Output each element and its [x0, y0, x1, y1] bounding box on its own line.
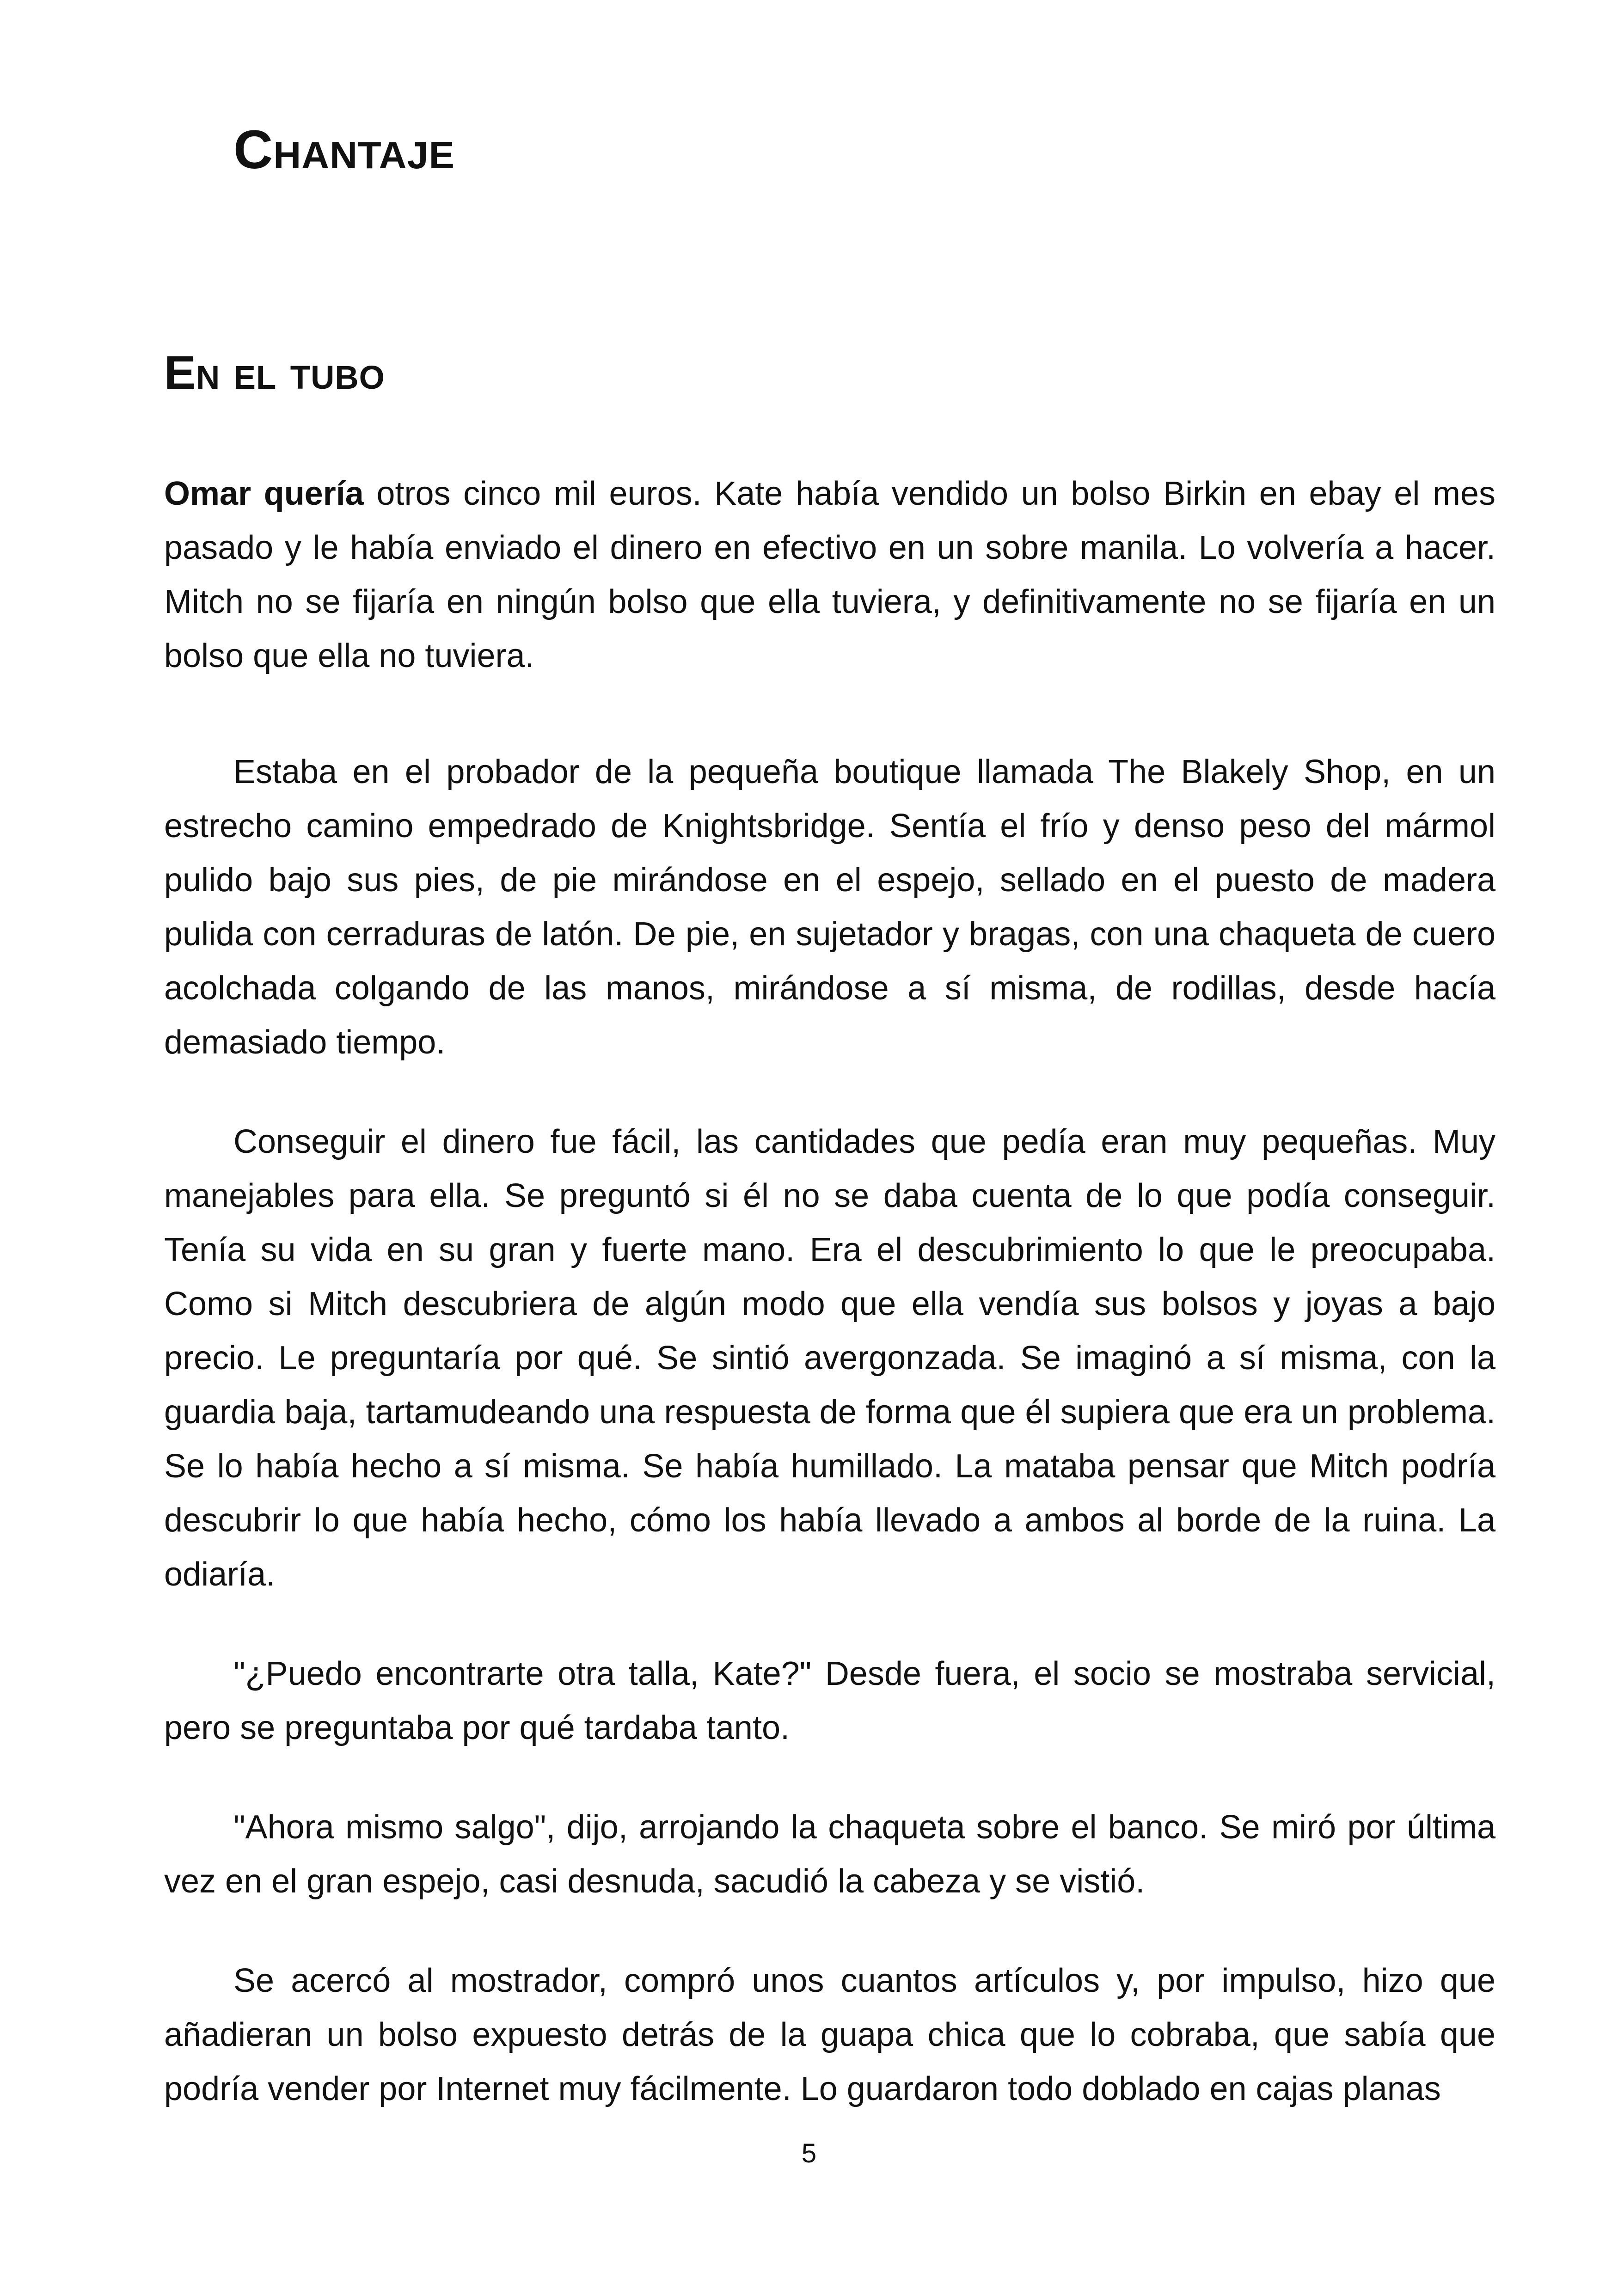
paragraph-3: Conseguir el dinero fue fácil, las cantidades que pedía eran muy pequeñas. Muy manejables para ella. Se preguntó si él no se daba cuenta de lo que podía conseguir. Tenía su vida en su gran y fuerte mano. Era el descubrimiento lo que le preocupaba. Como si Mitch descubriera de algún modo que ella vendía sus bolsos y joyas a bajo precio. Le preguntaría por qué. Se sintió avergonzada. Se imaginó a sí misma, con la guardia baja, tartamudeando una respuesta de forma que él supiera que era un problema. Se lo había hecho a sí misma. Se había humillado. La mataba pensar que Mitch podría descubrir lo que había hecho, cómo los había llevado a ambos al borde de la ruina. La odiaría. — [164, 1123, 1495, 1593]
section-title: En el tubo — [164, 346, 385, 399]
paragraph-6: Se acercó al mostrador, compró unos cuantos artículos y, por impulso, hizo que añadieran un bolso expuesto detrás de la guapa chica que lo cobraba, que sabía que podría vender por Internet muy fácilmente. Lo guardaron todo doblado en cajas planas — [164, 1962, 1495, 2107]
body-text — [164, 467, 1495, 2161]
paragraph-4: "¿Puedo encontrarte otra talla, Kate?" Desde fuera, el socio se mostraba servicial, pero se preguntaba por qué tardaba tanto. — [164, 1655, 1495, 1746]
page-number: 5 — [801, 2138, 817, 2168]
paragraph-text: otros cinco mil euros. Kate había vendido un bolso Birkin en ebay el mes pasado y le había enviado el dinero en efectivo en un sobre manila. Lo volvería a hacer. Mitch no se fijaría en ningún bolso que ella tuviera, y definitivamente no se fijaría en un bolso que ella no tuviera. — [164, 475, 1495, 674]
chapter-title: Chantaje — [233, 119, 455, 180]
paragraph-lead: Omar quería — [164, 475, 364, 512]
paragraph-2: Estaba en el probador de la pequeña boutique llamada The Blakely Shop, en un estrecho camino empedrado de Knightsbridge. Sentía el frío y denso peso del mármol pulido bajo sus pies, de pie mirándose en el espejo, sellado en el puesto de madera pulida con cerraduras de latón. De pie, en sujetador y bragas, con una chaqueta de cuero acolchada colgando de las manos, mirándose a sí misma, de rodillas, desde hacía demasiado tiempo. — [164, 753, 1495, 1061]
paragraph-5: "Ahora mismo salgo", dijo, arrojando la chaqueta sobre el banco. Se miró por última vez en el gran espejo, casi desnuda, sacudió la cabeza y se vistió. — [164, 1809, 1495, 1900]
paragraph-1 — [164, 467, 1495, 683]
